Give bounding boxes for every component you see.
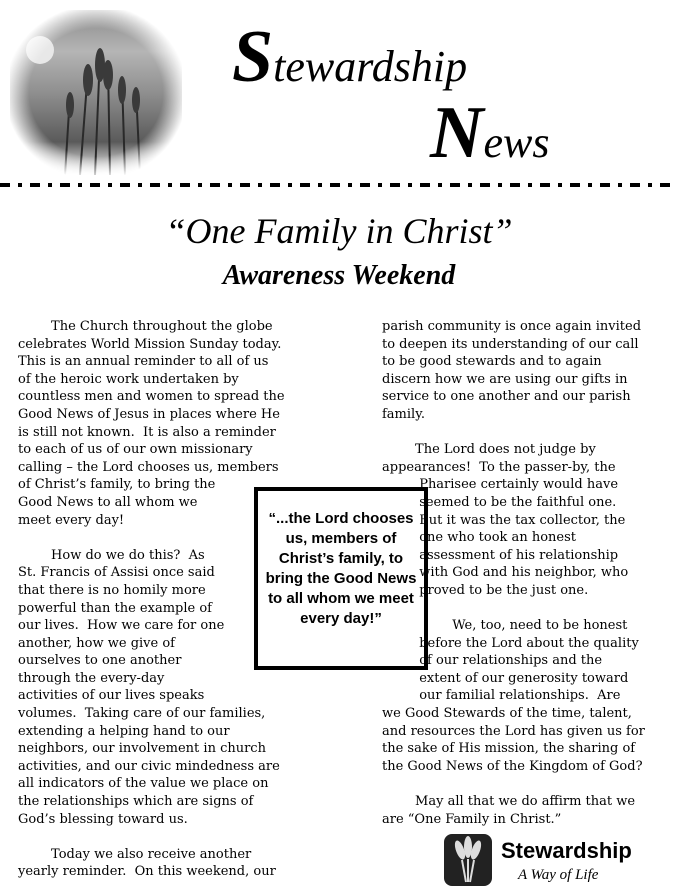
- article-line: one who took an honest: [382, 530, 576, 546]
- logo-name: Stewardship: [501, 838, 632, 863]
- article-line: that there is no homily more: [18, 582, 206, 598]
- article-line: activities of our lives speaks: [18, 688, 205, 704]
- article-line: and resources the Lord has given us for: [382, 723, 645, 739]
- article-line: service to one another and our parish: [382, 389, 631, 405]
- article-headline: “One Family in Christ”: [165, 211, 513, 251]
- article-line: May all that we do affirm that we: [382, 794, 636, 810]
- article-line: neighbors, our involvement in church: [18, 741, 266, 757]
- article-line: countless men and women to spread the: [18, 389, 285, 405]
- article-subheadline: Awareness Weekend: [222, 260, 456, 291]
- article-line: discern how we are using our gifts in: [382, 371, 628, 387]
- article-line: extending a helping hand to our: [18, 723, 230, 739]
- article-line: How do we do this? As: [18, 547, 205, 563]
- article-line: seemed to be the faithful one.: [382, 494, 617, 510]
- masthead-title-line2: [430, 92, 550, 174]
- title-word-stewardship: tewardship: [273, 42, 468, 91]
- article-line: [382, 424, 645, 442]
- article-line: [18, 828, 285, 846]
- article-line: celebrates World Mission Sunday today.: [18, 336, 282, 352]
- logo-tagline: A Way of Life: [518, 867, 599, 883]
- article-line: our lives. How we care for one: [18, 618, 225, 634]
- masthead-title-line1: [232, 16, 468, 98]
- article-line: the relationships which are signs of: [18, 794, 254, 810]
- article-line: The Church throughout the globe: [18, 319, 273, 334]
- title-word-news: ews: [483, 118, 550, 167]
- stewardship-logo: [444, 834, 674, 889]
- masthead-wheat-photo: [10, 10, 182, 175]
- article-line: of Christ’s family, to bring the: [18, 477, 216, 493]
- article-line: to each of us of our own missionary: [18, 442, 253, 458]
- article-line: family.: [382, 406, 425, 422]
- article-line: parish community is once again invited: [382, 319, 642, 334]
- article-line: [18, 529, 285, 547]
- article-line: to deepen its understanding of our call: [382, 336, 639, 352]
- article-line: before the Lord about the quality: [382, 635, 639, 651]
- title-initial-n: N: [430, 92, 484, 174]
- article-line: assessment of his relationship: [382, 547, 619, 563]
- article-line: activities, and our civic mindedness are: [18, 758, 280, 774]
- article-line: powerful than the example of: [18, 600, 212, 616]
- article-line: Pharisee certainly would have: [382, 477, 619, 493]
- article-line: all indicators of the value we place on: [18, 776, 269, 792]
- article-line: [382, 775, 645, 793]
- article-line: volumes. Taking care of our families,: [18, 706, 266, 722]
- article-line: We, too, need to be honest: [382, 618, 628, 634]
- article-line: The Lord does not judge by: [382, 442, 596, 458]
- article-line: ourselves to one another: [18, 653, 182, 669]
- article-line: through the every-day: [18, 670, 165, 686]
- article-column-left: [18, 318, 285, 881]
- wheat-sheaf-icon: [444, 834, 492, 886]
- article-line: This is an annual reminder to all of us: [18, 354, 269, 370]
- article-line: to be good stewards and to again: [382, 354, 602, 370]
- article-line: extent of our generosity toward: [382, 670, 629, 686]
- wheat-field-icon: [10, 10, 182, 175]
- article-line: Good News of Jesus in places where He: [18, 406, 280, 422]
- article-line: our familial relationships. Are: [382, 688, 621, 704]
- article-line: But it was the tax collector, the: [382, 512, 626, 528]
- title-initial-s: S: [232, 16, 274, 98]
- dotted-divider: [0, 183, 678, 187]
- article-line: another, how we give of: [18, 635, 175, 651]
- article-line: calling – the Lord chooses us, members: [18, 459, 279, 475]
- article-line: is still not known. It is also a reminder: [18, 424, 276, 440]
- article-line: Today we also receive another: [18, 846, 252, 862]
- article-line: the sake of His mission, the sharing of: [382, 741, 636, 757]
- article-line: of the heroic work undertaken by: [18, 371, 239, 387]
- article-line: Good News to all whom we: [18, 494, 198, 510]
- article-line: appearances! To the passer-by, the: [382, 459, 616, 475]
- article-line: of our relationships and the: [382, 653, 603, 669]
- article-line: proved to be the just one.: [382, 582, 589, 598]
- article-line: are “One Family in Christ.”: [382, 811, 562, 827]
- article-line: with God and his neighbor, who: [382, 565, 629, 581]
- article-line: meet every day!: [18, 512, 125, 528]
- article-line: yearly reminder. On this weekend, our: [18, 864, 276, 880]
- pull-quote-text: “...the Lord chooses us, members of Christ’s family, to bring the Good News to all whom we meet every day!”: [265, 510, 417, 627]
- article-line: the Good News of the Kingdom of God?: [382, 758, 643, 774]
- pull-quote-box: [254, 487, 428, 670]
- article-line: we Good Stewards of the time, talent,: [382, 706, 632, 722]
- article-line: God’s blessing toward us.: [18, 811, 188, 827]
- article-line: St. Francis of Assisi once said: [18, 565, 215, 581]
